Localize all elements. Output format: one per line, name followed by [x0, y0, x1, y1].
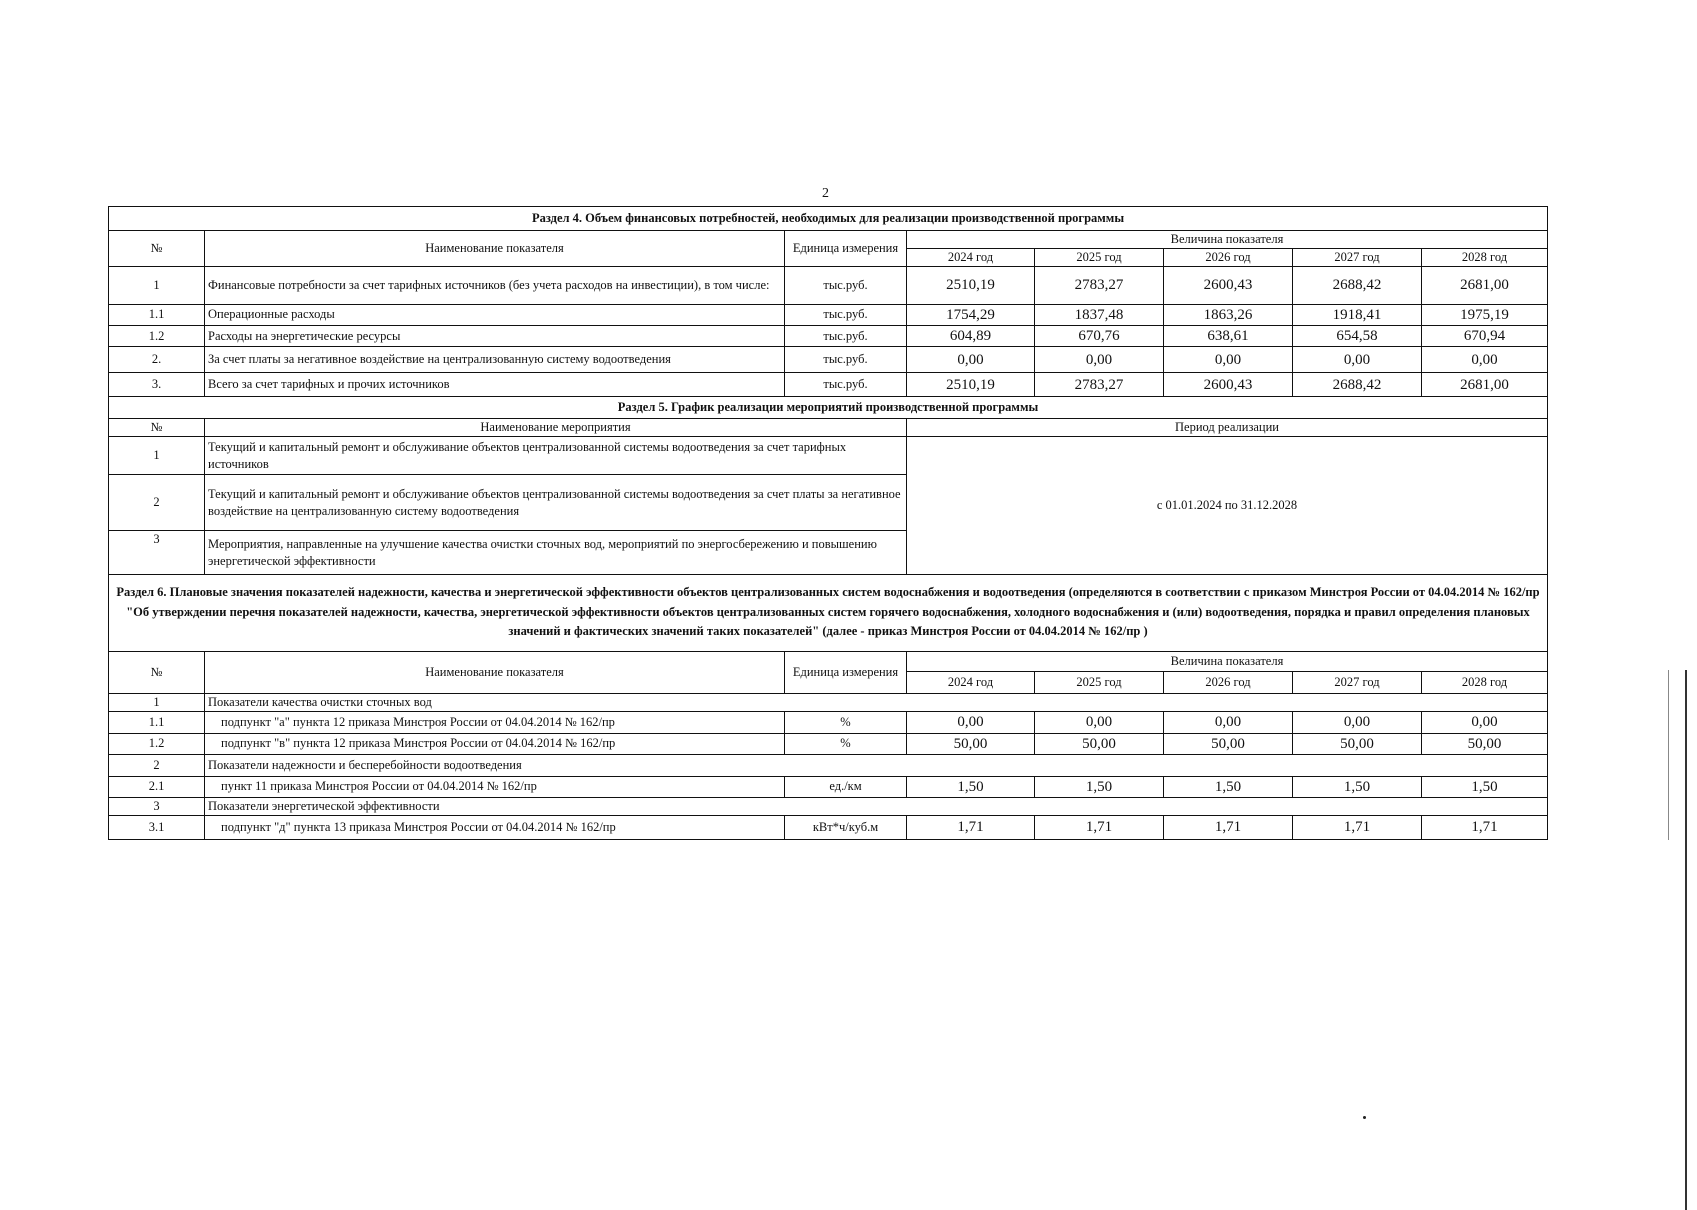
group-number: 1 — [109, 694, 205, 712]
row-value: 2681,00 — [1422, 266, 1548, 304]
row-unit: тыс.руб. — [785, 347, 907, 373]
row-number: 3. — [109, 373, 205, 397]
section5-col-no: № — [109, 419, 205, 437]
row-value: 0,00 — [1164, 712, 1293, 733]
section6-year: 2028 год — [1422, 672, 1548, 694]
row-number: 1.2 — [109, 733, 205, 754]
row-value: 50,00 — [1293, 733, 1422, 754]
section4-year: 2025 год — [1035, 248, 1164, 266]
row-value: 0,00 — [1293, 712, 1422, 733]
row-name: Мероприятия, направленные на улучшение качества очистки сточных вод, мероприятий по энергосбережению и повышению энергетической эффективности — [205, 531, 907, 575]
row-value: 2510,19 — [907, 266, 1035, 304]
row-number: 3 — [109, 531, 205, 575]
table-row — [109, 816, 1548, 840]
row-value: 1,50 — [1035, 776, 1164, 797]
section6-col-name: Наименование показателя — [205, 652, 785, 694]
section6-col-value: Величина показателя — [907, 652, 1548, 672]
table-row — [109, 733, 1548, 754]
section4-col-no: № — [109, 231, 205, 267]
group-name: Показатели качества очистки сточных вод — [205, 694, 1548, 712]
row-value: 1,50 — [907, 776, 1035, 797]
scan-speck — [1363, 1116, 1366, 1119]
row-value: 1,50 — [1422, 776, 1548, 797]
section5-title: Раздел 5. График реализации мероприятий производственной программы — [109, 397, 1548, 419]
row-value: 2783,27 — [1035, 266, 1164, 304]
row-value: 1918,41 — [1293, 304, 1422, 325]
section6-year: 2026 год — [1164, 672, 1293, 694]
row-value: 654,58 — [1293, 326, 1422, 347]
row-value: 1754,29 — [907, 304, 1035, 325]
row-value: 670,94 — [1422, 326, 1548, 347]
table-row — [109, 798, 1548, 816]
section4-year: 2026 год — [1164, 248, 1293, 266]
row-name: пункт 11 приказа Минстроя России от 04.04.2014 № 162/пр — [205, 776, 785, 797]
row-value: 1,71 — [907, 816, 1035, 840]
page-number: 2 — [822, 186, 829, 201]
table-row — [109, 694, 1548, 712]
row-unit: кВт*ч/куб.м — [785, 816, 907, 840]
row-unit: тыс.руб. — [785, 266, 907, 304]
section4-table — [108, 206, 1548, 840]
row-number: 1.2 — [109, 326, 205, 347]
group-number: 2 — [109, 754, 205, 776]
group-name: Показатели надежности и бесперебойности водоотведения — [205, 754, 1548, 776]
group-number: 3 — [109, 798, 205, 816]
section4-col-name: Наименование показателя — [205, 231, 785, 267]
row-value: 1,71 — [1293, 816, 1422, 840]
section4-title: Раздел 4. Объем финансовых потребностей, необходимых для реализации производственной программы — [109, 207, 1548, 231]
section4-year: 2027 год — [1293, 248, 1422, 266]
row-value: 1975,19 — [1422, 304, 1548, 325]
row-value: 1837,48 — [1035, 304, 1164, 325]
row-value: 2510,19 — [907, 373, 1035, 397]
row-value: 2688,42 — [1293, 266, 1422, 304]
row-name: подпункт "д" пункта 13 приказа Минстроя России от 04.04.2014 № 162/пр — [205, 816, 785, 840]
table-row — [109, 754, 1548, 776]
section4-col-unit: Единица измерения — [785, 231, 907, 267]
row-value: 2783,27 — [1035, 373, 1164, 397]
section6-year: 2025 год — [1035, 672, 1164, 694]
row-value: 1,50 — [1293, 776, 1422, 797]
table-row — [109, 776, 1548, 797]
row-name: За счет платы за негативное воздействие на централизованную систему водоотведения — [205, 347, 785, 373]
row-value: 1,71 — [1422, 816, 1548, 840]
row-value: 0,00 — [1164, 347, 1293, 373]
row-name: Всего за счет тарифных и прочих источников — [205, 373, 785, 397]
row-value: 1,71 — [1164, 816, 1293, 840]
row-name: подпункт "а" пункта 12 приказа Минстроя России от 04.04.2014 № 162/пр — [205, 712, 785, 733]
row-number: 1.1 — [109, 304, 205, 325]
table-row — [109, 712, 1548, 733]
row-number: 2 — [109, 475, 205, 531]
scan-edge-line — [1685, 670, 1687, 1210]
section4-col-value: Величина показателя — [907, 231, 1548, 249]
document-tables — [108, 206, 1547, 840]
row-value: 2600,43 — [1164, 266, 1293, 304]
row-unit: тыс.руб. — [785, 373, 907, 397]
row-value: 638,61 — [1164, 326, 1293, 347]
row-value: 50,00 — [1035, 733, 1164, 754]
scan-edge-line — [1668, 670, 1669, 840]
row-unit: ед./км — [785, 776, 907, 797]
row-value: 50,00 — [1164, 733, 1293, 754]
table-row — [109, 437, 1548, 475]
row-value: 50,00 — [1422, 733, 1548, 754]
row-number: 2. — [109, 347, 205, 373]
row-name: Финансовые потребности за счет тарифных источников (без учета расходов на инвестиции), в том числе: — [205, 266, 785, 304]
row-value: 2600,43 — [1164, 373, 1293, 397]
row-value: 670,76 — [1035, 326, 1164, 347]
row-unit: % — [785, 733, 907, 754]
row-value: 2681,00 — [1422, 373, 1548, 397]
row-number: 2.1 — [109, 776, 205, 797]
row-number: 1 — [109, 437, 205, 475]
row-value: 0,00 — [907, 347, 1035, 373]
section5-period: с 01.01.2024 по 31.12.2028 — [907, 437, 1548, 575]
table-row — [109, 266, 1548, 304]
row-number: 1.1 — [109, 712, 205, 733]
row-value: 0,00 — [1035, 712, 1164, 733]
row-number: 1 — [109, 266, 205, 304]
table-row — [109, 347, 1548, 373]
row-value: 0,00 — [1422, 347, 1548, 373]
row-unit: тыс.руб. — [785, 326, 907, 347]
row-name: подпункт "в" пункта 12 приказа Минстроя России от 04.04.2014 № 162/пр — [205, 733, 785, 754]
table-row — [109, 304, 1548, 325]
table-row — [109, 326, 1548, 347]
row-name: Расходы на энергетические ресурсы — [205, 326, 785, 347]
section4-year: 2028 год — [1422, 248, 1548, 266]
row-value: 1,71 — [1035, 816, 1164, 840]
section4-year: 2024 год — [907, 248, 1035, 266]
row-value: 0,00 — [907, 712, 1035, 733]
group-name: Показатели энергетической эффективности — [205, 798, 1548, 816]
row-unit: тыс.руб. — [785, 304, 907, 325]
row-value: 0,00 — [1293, 347, 1422, 373]
row-value: 50,00 — [907, 733, 1035, 754]
row-value: 604,89 — [907, 326, 1035, 347]
row-name: Операционные расходы — [205, 304, 785, 325]
row-number: 3.1 — [109, 816, 205, 840]
row-unit: % — [785, 712, 907, 733]
section6-title: Раздел 6. Плановые значения показателей надежности, качества и энергетической эффективности объектов централизованных систем водоснабжения и водоотведения (определяются в соответствии с приказом Минстроя России от 04.04.2014 № 162/пр "Об утверждении перечня показателей надежности, качества, энергетической эффективности объектов централизованных систем горячего водоснабжения, холодного водоснабжения и (или) водоотведения, порядка и правил определения плановых значений и фактических значений таких показателей" (далее - приказ Минстроя России от 04.04.2014 № 162/пр ) — [109, 575, 1548, 652]
row-name: Текущий и капитальный ремонт и обслуживание объектов централизованной системы водоотведения за счет тарифных источников — [205, 437, 907, 475]
row-name: Текущий и капитальный ремонт и обслуживание объектов централизованной системы водоотведения за счет платы за негативное воздействие на централизованную систему водоотведения — [205, 475, 907, 531]
table-row — [109, 373, 1548, 397]
row-value: 0,00 — [1035, 347, 1164, 373]
section6-year: 2027 год — [1293, 672, 1422, 694]
row-value: 2688,42 — [1293, 373, 1422, 397]
section5-col-period: Период реализации — [907, 419, 1548, 437]
row-value: 0,00 — [1422, 712, 1548, 733]
section6-col-unit: Единица измерения — [785, 652, 907, 694]
section5-col-name: Наименование мероприятия — [205, 419, 907, 437]
row-value: 1,50 — [1164, 776, 1293, 797]
section6-year: 2024 год — [907, 672, 1035, 694]
row-value: 1863,26 — [1164, 304, 1293, 325]
section6-col-no: № — [109, 652, 205, 694]
